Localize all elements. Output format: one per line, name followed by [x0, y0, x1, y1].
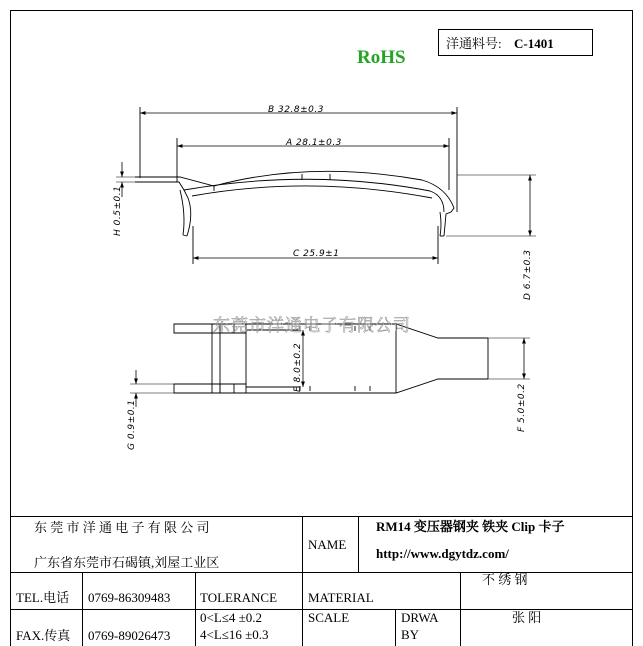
- watermark: 东莞市洋通电子有限公司: [213, 316, 411, 336]
- tel-label: TEL.电话: [16, 590, 70, 605]
- dim-a-label: A 28.1±0.3: [286, 138, 342, 148]
- fax-value: 0769-89026473: [88, 628, 171, 643]
- tel-value: 0769-86309483: [88, 590, 171, 605]
- part-number-label: 洋通料号:: [446, 36, 502, 51]
- dim-g: [127, 370, 174, 450]
- dim-f-label: F 5.0±0.2: [517, 383, 527, 432]
- drawn-by-label-line-2: BY: [401, 627, 420, 642]
- material-value: 不 绣 钢: [482, 572, 528, 587]
- name-label: NAME: [308, 537, 347, 552]
- dim-d: [446, 175, 536, 300]
- tolerance-range-1: 0<L≤4 ±0.2: [200, 610, 263, 625]
- rohs-mark: RoHS: [357, 47, 406, 68]
- fax-label: FAX.传真: [16, 628, 71, 643]
- company-address: 广东省东莞市石碣镇,刘屋工业区: [34, 555, 220, 570]
- dim-f: [488, 338, 530, 432]
- dim-e: [293, 330, 303, 392]
- dim-b-label: B 32.8±0.3: [268, 105, 324, 115]
- dim-d-label: D 6.7±0.3: [523, 249, 533, 300]
- clip-front-view: [135, 107, 457, 264]
- drawn-by-label-line-1: DRWA: [401, 610, 439, 625]
- part-number-value: C-1401: [514, 36, 554, 51]
- dim-g-label: G 0.9±0.1: [127, 399, 137, 450]
- title-block: [10, 516, 632, 646]
- dim-c-label: C 25.9±1: [293, 249, 340, 259]
- material-label: MATERIAL: [308, 590, 374, 605]
- website-url[interactable]: http://www.dgytdz.com/: [376, 546, 509, 561]
- dim-h: [113, 162, 135, 236]
- scale-label: SCALE: [308, 610, 350, 625]
- tolerance-label: TOLERANCE: [200, 590, 278, 605]
- company-name: 东 莞 市 洋 通 电 子 有 限 公 司: [34, 520, 210, 535]
- drawn-by-value: 张 阳: [512, 610, 542, 625]
- product-name: RM14 变压器钢夹 铁夹 Clip 卡子: [376, 519, 565, 534]
- dim-e-label: E 8.0±0.2: [293, 342, 303, 392]
- dim-h-label: H 0.5±0.1: [113, 185, 123, 236]
- tolerance-range-2: 4<L≤16 ±0.3: [200, 627, 269, 642]
